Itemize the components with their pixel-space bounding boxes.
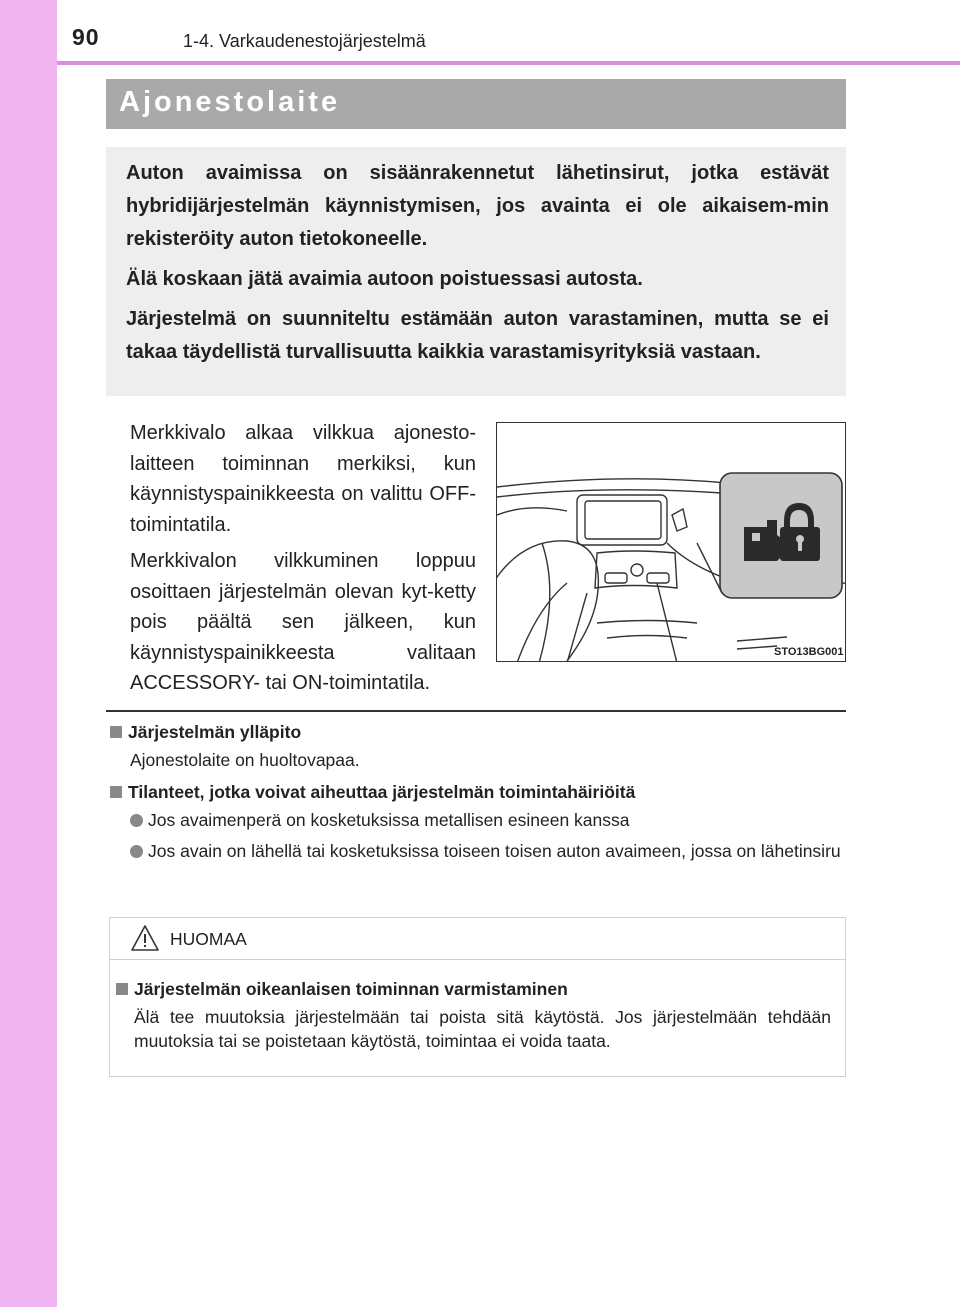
- maintenance-heading: [110, 722, 301, 743]
- title-banner: [106, 79, 846, 129]
- dashboard-drawing: [497, 423, 846, 662]
- dashboard-illustration: [496, 422, 846, 662]
- notice-text: Älä tee muutoksia järjestelmään tai poista sitä käytöstä. Jos järjestelmään tehdään muutoksia tai se poistetaan käytöstä, toimintaa ei voida taata.: [134, 1007, 831, 1051]
- page-sidebar-tab: [0, 0, 57, 1307]
- malfunction-heading: [110, 782, 635, 803]
- notice-header: [110, 918, 845, 960]
- page-number: 90: [72, 24, 100, 50]
- description-paragraph: Merkkivalo alkaa vilkkua ajonesto-laitteen toiminnan merkiksi, kun käynnistyspainikkeesta on valittu OFF-toimintatila.: [130, 422, 476, 536]
- description-column: [130, 418, 476, 705]
- bullet-text: Jos avaimenperä on kosketuksissa metallisen esineen kanssa: [148, 810, 630, 830]
- section-divider: [106, 710, 846, 712]
- round-bullet-icon: [130, 814, 143, 827]
- intro-paragraph: Järjestelmä on suunniteltu estämään auton varastaminen, mutta se ei takaa täydellistä turvallisuutta kaikkia varastamisyrityksiä vastaan.: [126, 308, 829, 363]
- notice-heading: [116, 979, 568, 1000]
- list-item: [130, 839, 846, 863]
- figure-code: STO13BG001: [774, 646, 844, 658]
- notice-box: [109, 917, 846, 1077]
- square-bullet-icon: [110, 786, 122, 798]
- list-item: [130, 808, 846, 832]
- immobilizer-lock-icon: [720, 473, 842, 598]
- maintenance-heading-text: Järjestelmän ylläpito: [128, 722, 302, 742]
- intro-paragraph: Älä koskaan jätä avaimia autoon poistuessasi autosta.: [126, 268, 643, 290]
- malfunction-heading-text: Tilanteet, jotka voivat aiheuttaa järjestelmän toimintahäiriöitä: [128, 782, 636, 802]
- maintenance-text: Ajonestolaite on huoltovapaa.: [130, 750, 360, 770]
- square-bullet-icon: [116, 983, 128, 995]
- round-bullet-icon: [130, 845, 143, 858]
- section-header: 1-4. Varkaudenestojärjestelmä: [183, 31, 426, 51]
- notice-heading-text: Järjestelmän oikeanlaisen toiminnan varmistaminen: [134, 979, 568, 999]
- notice-title: HUOMAA: [170, 929, 247, 949]
- header-rule: [57, 61, 960, 65]
- square-bullet-icon: [110, 726, 122, 738]
- bullet-text: Jos avain on lähellä tai kosketuksissa toiseen toisen auton avaimeen, jossa on lähetinsiru: [148, 841, 841, 861]
- intro-box: [106, 147, 846, 396]
- intro-paragraph: Auton avaimissa on sisäänrakennetut lähetinsirut, jotka estävät hybridijärjestelmän käynnistymisen, jos avainta ei ole aikaisem-min rekisteröity auton tietokoneelle.: [126, 162, 829, 250]
- warning-triangle-icon: [130, 924, 160, 952]
- description-paragraph: Merkkivalon vilkkuminen loppuu osoittaen järjestelmän olevan kyt-ketty pois päältä sen jälkeen, kun käynnistyspainikkeesta valitaan ACCESSORY- tai ON-toimintatila.: [130, 550, 476, 694]
- page-title: Ajonestolaite: [119, 86, 341, 118]
